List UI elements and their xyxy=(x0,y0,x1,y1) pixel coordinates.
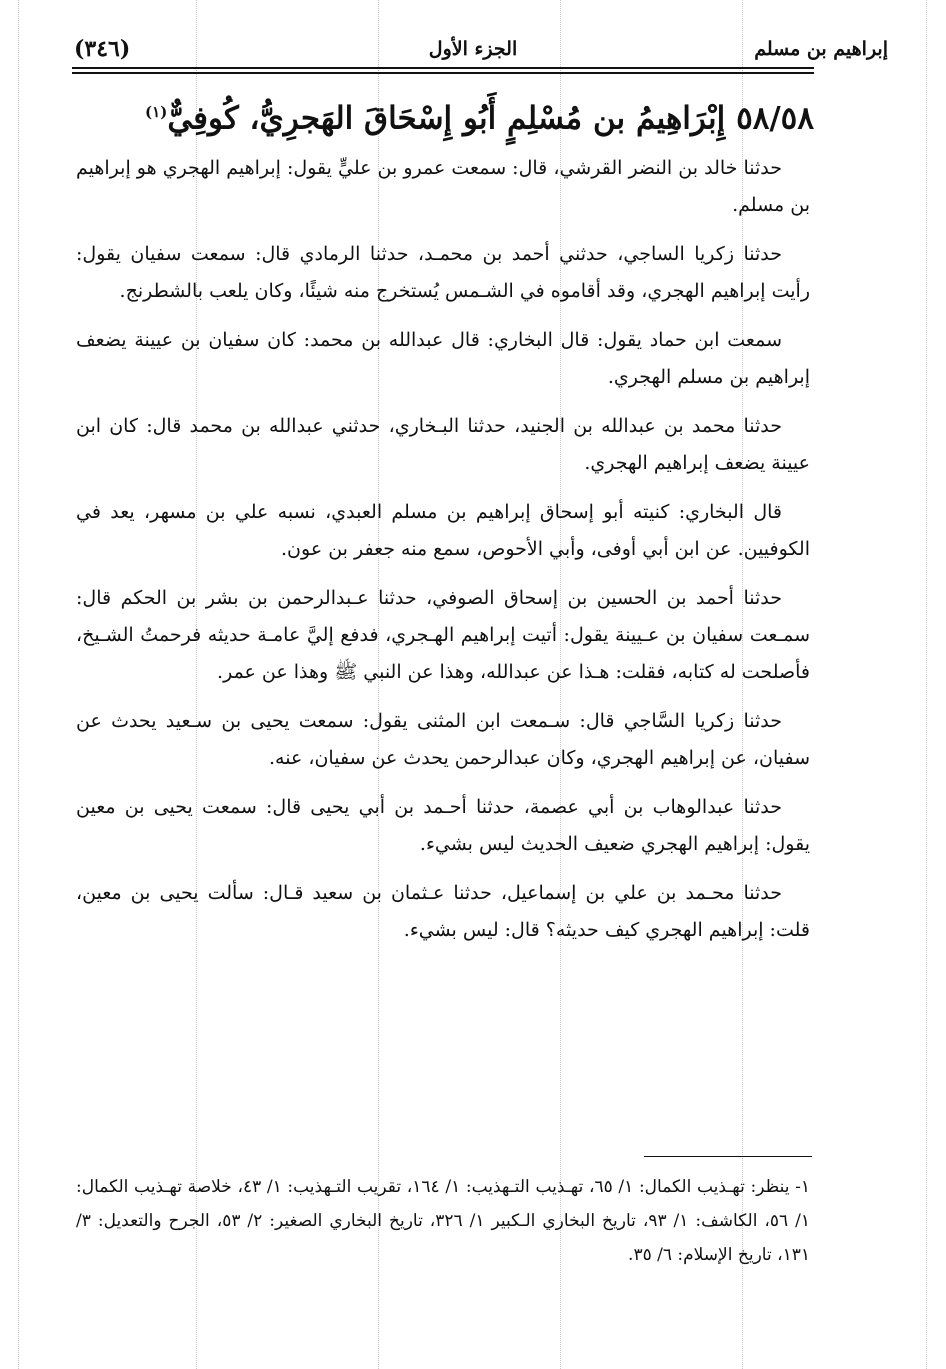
header-rule xyxy=(72,67,814,69)
footnote-rule xyxy=(644,1156,812,1157)
narration-paragraph: حدثنا زكريا الساجي، حدثني أحمد بن محمـد، حدثنا الرمادي قال: سمعت سفيان يقول: رأيت إبراهيم الهجري، وقد أقاموه في الشـمس يُستخرج منه شيئًا، وكان يلعب بالشطرنج. xyxy=(76,243,810,302)
entry-title xyxy=(145,88,814,142)
narration-paragraph: حدثنا أحمد بن الحسين بن إسحاق الصوفي، حدثنا عـبدالرحمن بن بشر بن الحكم قال: سمـعت سفيان بن عـيينة يقول: أتيت إبراهيم الهـجري، فدفع إليَّ عامـة حديثه فرحمتُ الشـيخ، فأصلحت له كتابه، فقلت: هـذا عن عبدالله، وهذا عن النبي ﷺ وهذا عن عمر. xyxy=(76,587,810,683)
running-title: إبراهيم بن مسلم xyxy=(754,38,888,60)
narration-paragraph: حدثنا خالد بن النضر القرشي، قال: سمعت عمرو بن عليٍّ يقول: إبراهيم الهجري هو إبراهيم بن مسلم. xyxy=(76,157,810,216)
page-number: (٣٤٦) xyxy=(74,36,131,62)
footnote-reference: (١) xyxy=(145,103,168,121)
entry-name: إِبْرَاهِيمُ بن مُسْلِمٍ أَبُو إِسْحَاقَ الهَجرِيُّ، كُوفِيٌّ xyxy=(167,100,726,137)
narration-paragraph: حدثنا محمد بن عبدالله بن الجنيد، حدثنا البـخاري، حدثني عبدالله بن محمد قال: كان ابن عيينة يضعف إبراهيم الهجري. xyxy=(76,415,810,474)
entry-body xyxy=(76,150,810,961)
narration-paragraph: سمعت ابن حماد يقول: قال البخاري: قال عبدالله بن محمد: كان سفيان بن عيينة يضعف إبراهيم بن مسلم الهجري. xyxy=(76,329,810,388)
grid-line xyxy=(926,0,927,1369)
header-rule-secondary xyxy=(72,72,814,74)
narration-paragraph: قال البخاري: كنيته أبو إسحاق إبراهيم بن مسلم العبدي، نسبه علي بن مسهر، يعد في الكوفيين. عن ابن أبي أوفى، وأبي الأحوص، سمع منه جعفر بن عون. xyxy=(76,501,810,560)
narration-paragraph: حدثنا زكريا السَّاجي قال: سـمعت ابن المثنى يقول: سمعت يحيى بن سـعيد يحدث عن سفيان، عن إبراهيم الهجري، وكان عبدالرحمن يحدث عن سفيان، عنه. xyxy=(76,710,810,769)
narration-paragraph: حدثنا محـمد بن علي بن إسماعيل، حدثنا عـثمان بن سعيد قـال: سألت يحيى بن معين، قلت: إبراهيم الهجري كيف حديثه؟ قال: ليس بشيء. xyxy=(76,882,810,941)
footnote: ١- ينظر: تهـذيب الكمال: ١/ ٦٥، تهـذيب التـهذيب: ١/ ١٦٤، تقريب التـهذيب: ١/ ٤٣، خلاصة تهـذيب الكمال: ١/ ٥٦، الكاشف: ١/ ٩٣، تاريخ البخاري الـكبير ١/ ٣٢٦، تاريخ البخاري الصغير: ٢/ ٥٣، الجرح والتعديل: ٣/ ١٣١، تاريخ الإسلام: ٦/ ٣٥. xyxy=(76,1177,811,1265)
narration-paragraph: حدثنا عبدالوهاب بن أبي عصمة، حدثنا أحـمد بن أبي يحيى قال: سمعت يحيى بن معين يقول: إبراهيم الهجري ضعيف الحديث ليس بشيء. xyxy=(76,796,810,855)
grid-line xyxy=(18,0,19,1369)
entry-number: ٥٨/٥٨ xyxy=(736,100,814,137)
part-label: الجزء الأول xyxy=(428,38,518,60)
